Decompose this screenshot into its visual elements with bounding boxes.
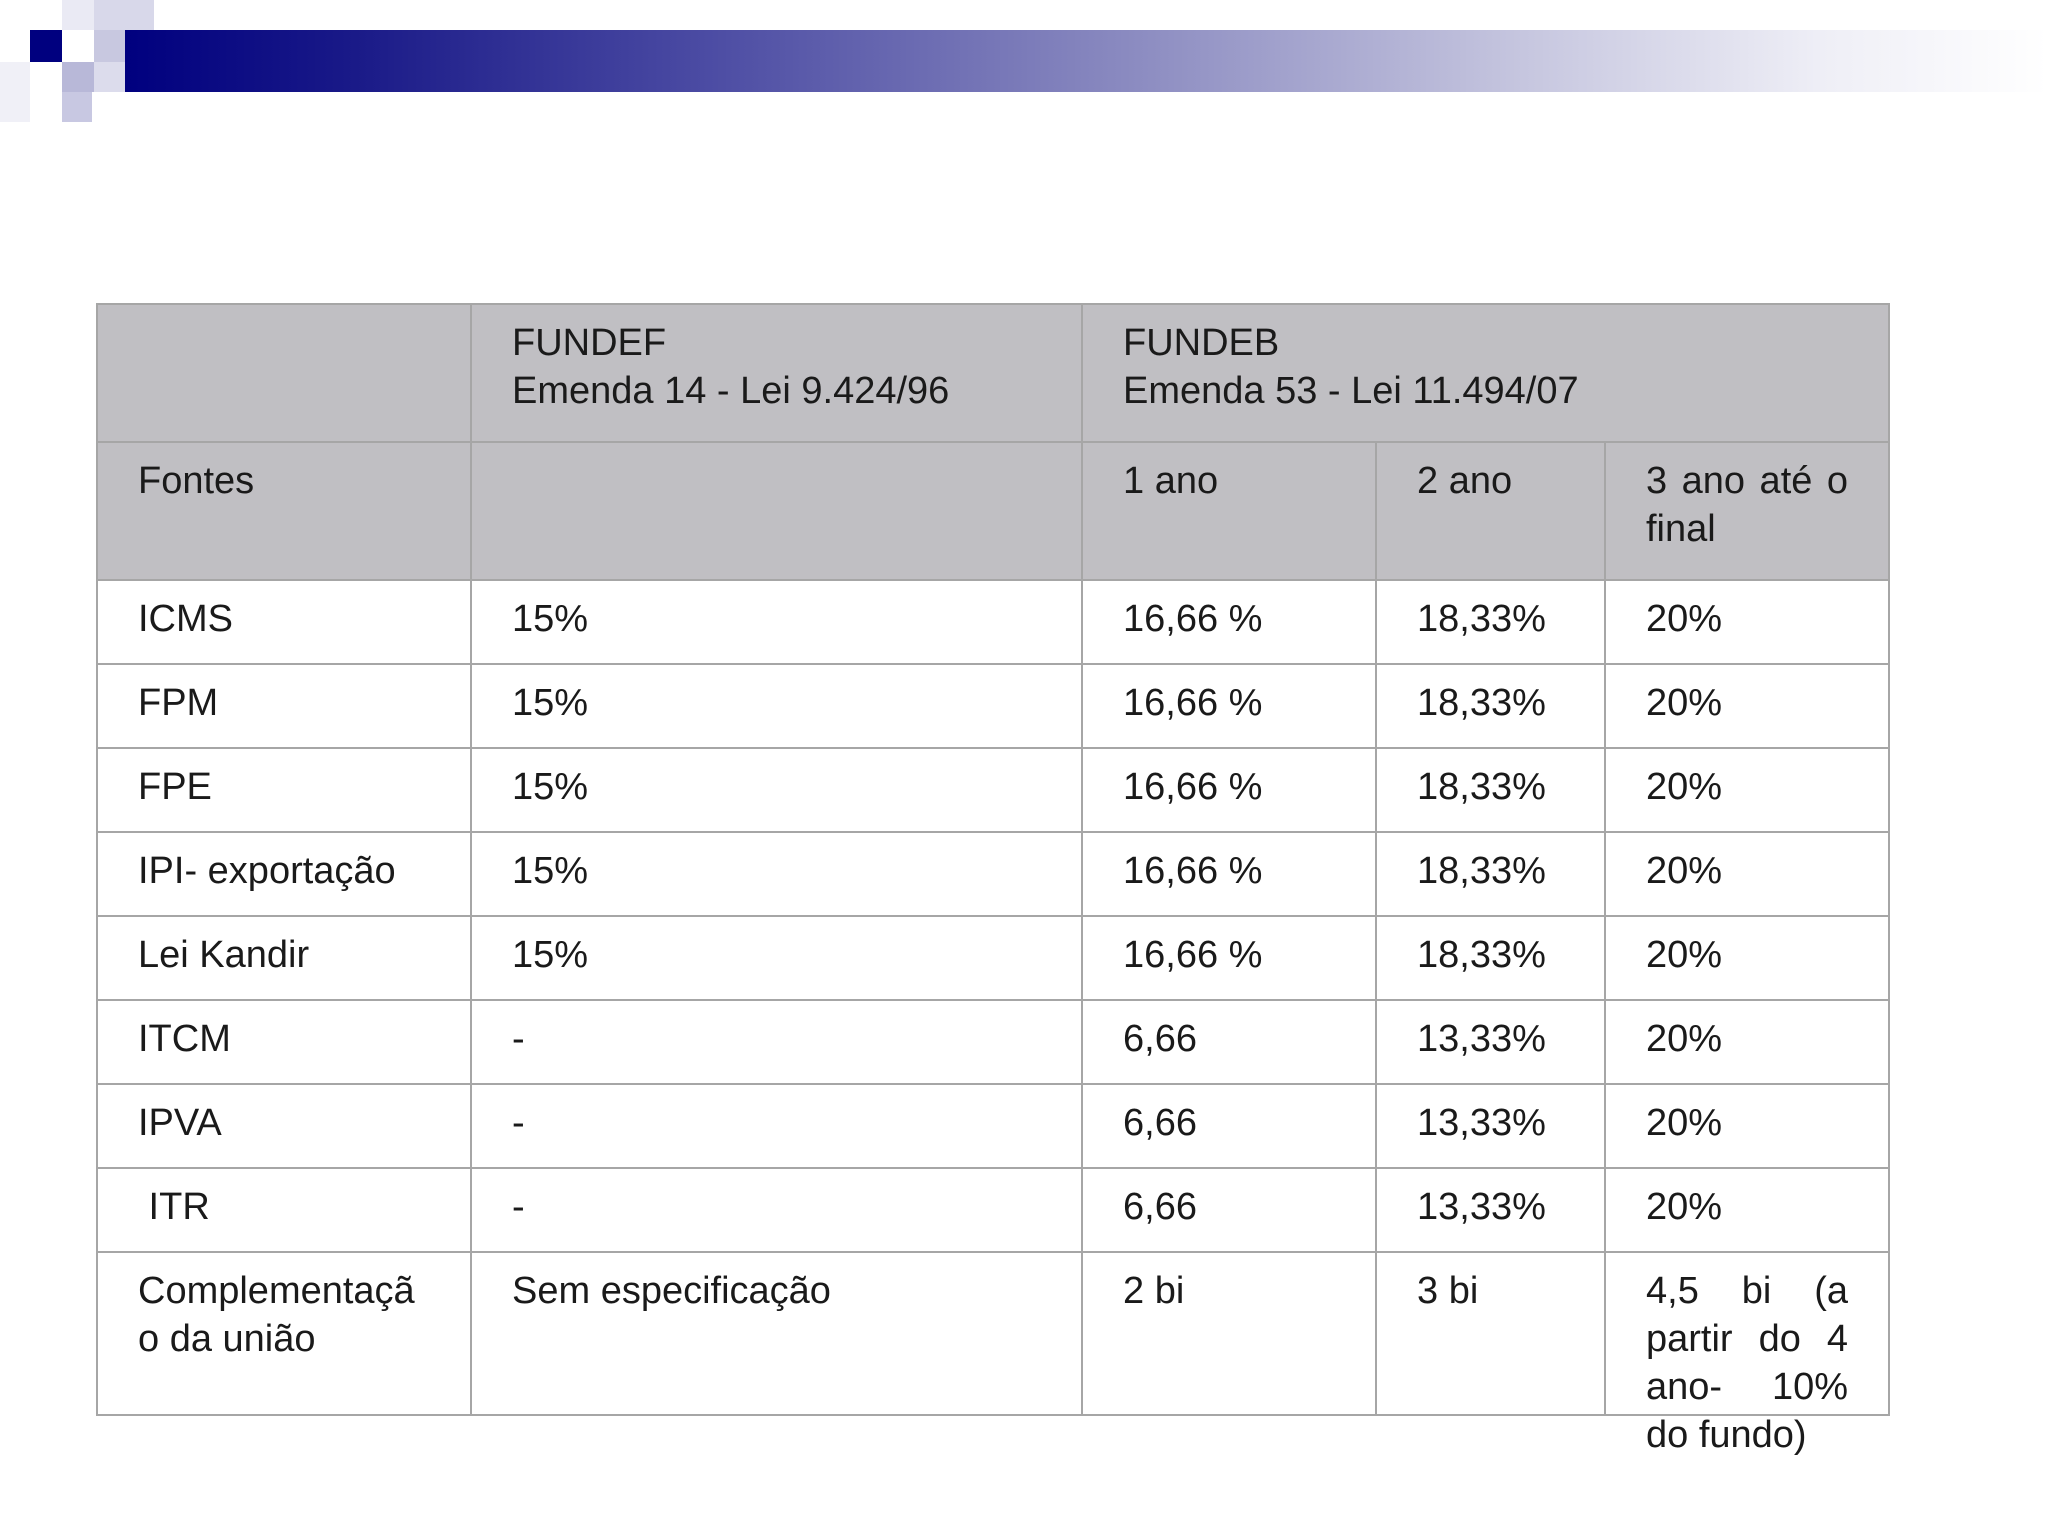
cell-ano1: 16,66 % — [1082, 580, 1376, 664]
cell-ano1: 16,66 % — [1082, 748, 1376, 832]
table-row — [97, 916, 1889, 1000]
cell-fundef: Sem especificação — [471, 1252, 1082, 1415]
fundeb-law: Emenda 53 - Lei 11.494/07 — [1123, 370, 1579, 412]
fundef-title: FUNDEF — [512, 322, 667, 364]
cell-fonte: Complementação da união — [97, 1252, 471, 1415]
table-row — [97, 748, 1889, 832]
table-row — [97, 1252, 1889, 1415]
cell-ano1: 6,66 — [1082, 1084, 1376, 1168]
cell-fonte: IPI- exportação — [97, 832, 471, 916]
header-fundef-empty — [471, 442, 1082, 580]
cell-ano3: 20% — [1605, 748, 1889, 832]
header-fundef — [471, 304, 1082, 442]
cell-fonte: ICMS — [97, 580, 471, 664]
cell-ano3 — [1605, 1252, 1889, 1456]
cell-ano1: 2 bi — [1082, 1252, 1376, 1415]
decor-square — [62, 62, 94, 92]
cell-ano2: 18,33% — [1376, 664, 1605, 748]
table-row — [97, 1000, 1889, 1084]
cell-ano3: 20% — [1605, 1000, 1889, 1084]
cell-fonte: FPE — [97, 748, 471, 832]
decor-square — [94, 30, 125, 62]
cell-ano2: 13,33% — [1376, 1084, 1605, 1168]
cell-fonte: IPVA — [97, 1084, 471, 1168]
header-ano2: 2 ano — [1376, 442, 1605, 580]
cell-fonte: FPM — [97, 664, 471, 748]
header-row — [97, 304, 1889, 442]
header-fundeb — [1082, 304, 1889, 442]
decor-square — [94, 62, 125, 92]
table-row — [97, 832, 1889, 916]
table-row — [97, 664, 1889, 748]
cell-fundef: 15% — [471, 580, 1082, 664]
cell-fundef: - — [471, 1168, 1082, 1252]
cell-ano1: 6,66 — [1082, 1168, 1376, 1252]
header-ano3: 3 ano até o final — [1605, 442, 1889, 580]
ano3-wrap — [1646, 1267, 1849, 1456]
table-row — [97, 1168, 1889, 1252]
cell-ano2: 13,33% — [1376, 1168, 1605, 1252]
header-empty-cell — [97, 304, 471, 442]
decor-square — [0, 62, 30, 122]
cell-ano1: 16,66 % — [1082, 664, 1376, 748]
cell-ano3: 20% — [1605, 832, 1889, 916]
cell-ano3: 20% — [1605, 1084, 1889, 1168]
cell-ano3: 20% — [1605, 1168, 1889, 1252]
cell-ano2: 18,33% — [1376, 832, 1605, 916]
subheader-row — [97, 442, 1889, 580]
cell-ano3: 20% — [1605, 916, 1889, 1000]
cell-fonte: Lei Kandir — [97, 916, 471, 1000]
cell-ano1: 6,66 — [1082, 1000, 1376, 1084]
cell-fonte: ITCM — [97, 1000, 471, 1084]
cell-ano2: 18,33% — [1376, 580, 1605, 664]
header-ano1: 1 ano — [1082, 442, 1376, 580]
cell-ano1: 16,66 % — [1082, 916, 1376, 1000]
fundef-fundeb-table — [96, 303, 1890, 1456]
cell-ano2: 3 bi — [1376, 1252, 1605, 1415]
ano3-text: 4,5 bi (a partir do 4 ano- 10% do fundo) — [1646, 1270, 1849, 1456]
cell-ano2: 18,33% — [1376, 916, 1605, 1000]
cell-fundef: - — [471, 1000, 1082, 1084]
fundeb-title: FUNDEB — [1123, 322, 1280, 364]
cell-fonte: ITR — [97, 1168, 471, 1252]
cell-fundef: - — [471, 1084, 1082, 1168]
header-gradient-bar — [125, 30, 2048, 92]
fundef-law: Emenda 14 - Lei 9.424/96 — [512, 370, 950, 412]
cell-fundef: 15% — [471, 916, 1082, 1000]
decor-square — [30, 30, 62, 62]
cell-fundef: 15% — [471, 748, 1082, 832]
cell-ano1: 16,66 % — [1082, 832, 1376, 916]
header-fontes: Fontes — [97, 442, 471, 580]
cell-ano2: 18,33% — [1376, 748, 1605, 832]
cell-ano2: 13,33% — [1376, 1000, 1605, 1084]
decor-square — [94, 0, 154, 30]
cell-ano3: 20% — [1605, 664, 1889, 748]
table-row — [97, 580, 1889, 664]
cell-ano3: 20% — [1605, 580, 1889, 664]
cell-fundef: 15% — [471, 664, 1082, 748]
table-row — [97, 1084, 1889, 1168]
decor-square — [62, 92, 92, 122]
cell-fundef: 15% — [471, 832, 1082, 916]
decor-square — [62, 0, 94, 30]
